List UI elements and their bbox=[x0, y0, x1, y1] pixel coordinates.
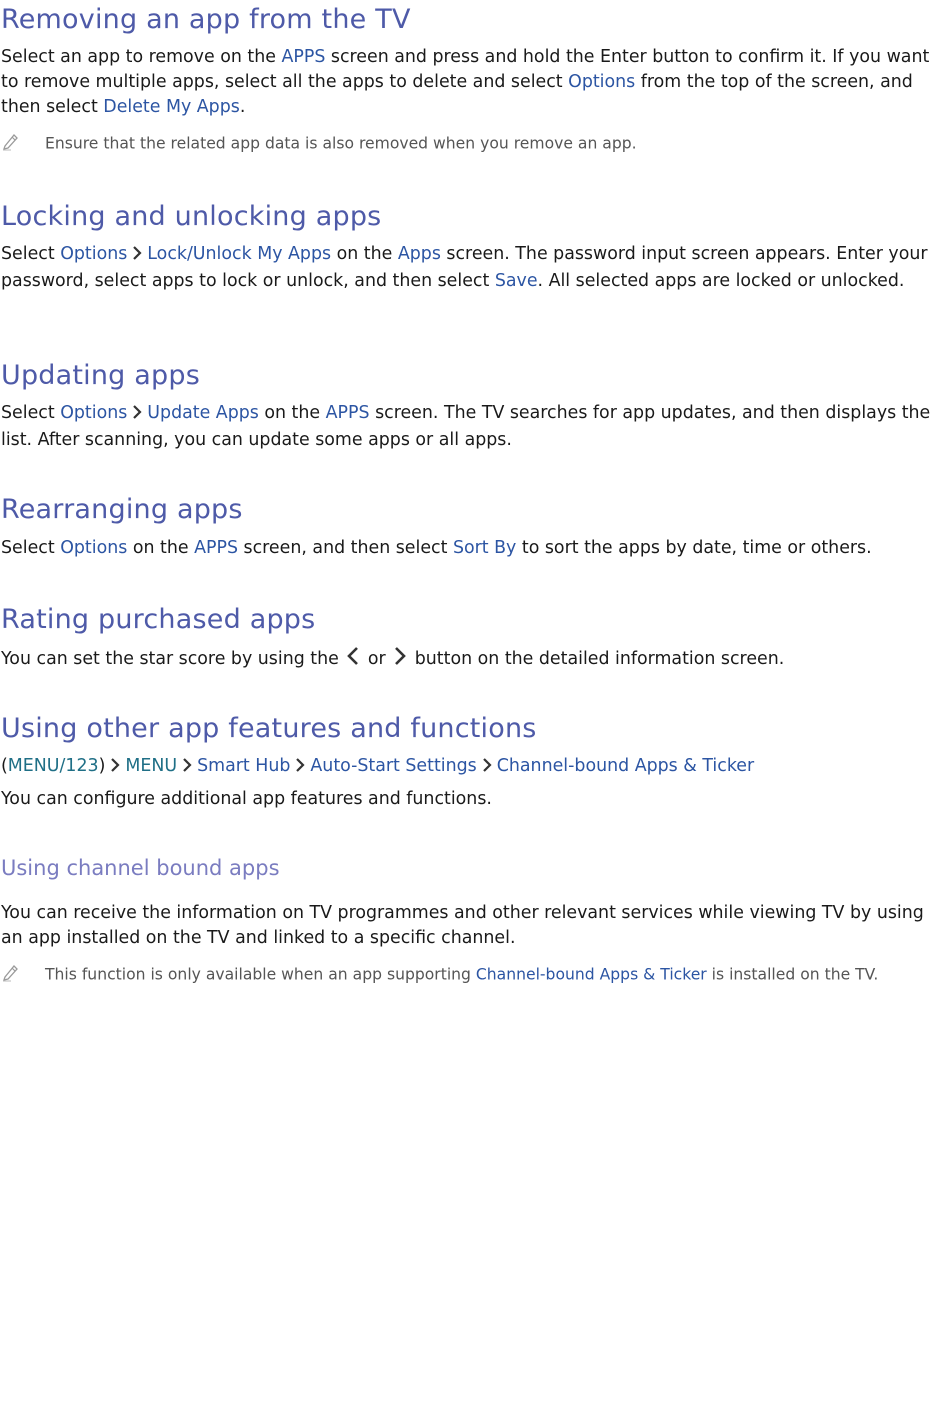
menu-link: MENU bbox=[125, 756, 178, 776]
apps-link: APPS bbox=[325, 403, 370, 423]
channel-bound-apps-link: Channel-bound Apps & Ticker bbox=[475, 965, 707, 984]
lock-apps-text: Select Options Lock/Unlock My Apps on the Apps screen. The password input screen appears. Enter your password, select apps to lock or unlock, and then select Save. All selected apps are locked or unlocked. bbox=[1, 244, 928, 291]
heading-channel-bound: Using channel bound apps bbox=[1, 856, 280, 880]
chevron-right-icon bbox=[393, 646, 407, 674]
delete-my-apps-link: Delete My Apps bbox=[103, 97, 240, 117]
save-link: Save bbox=[494, 271, 538, 291]
rearrange-apps-text: Select Options on the APPS screen, and then select Sort By to sort the apps by date, time or others. bbox=[1, 538, 872, 558]
pencil-note-icon bbox=[1, 131, 45, 157]
pencil-note-icon bbox=[1, 962, 45, 988]
options-link: Options bbox=[60, 403, 128, 423]
channel-bound-text: You can receive the information on TV programmes and other relevant services while viewing TV by using an app installed on the TV and linked to a specific channel. bbox=[1, 903, 924, 948]
chevron-left-icon bbox=[346, 646, 360, 674]
heading-update-apps: Updating apps bbox=[1, 360, 200, 391]
remove-app-note: Ensure that the related app data is also removed when you remove an app. bbox=[1, 131, 941, 157]
chevron-right-icon bbox=[109, 756, 121, 781]
auto-start-settings-link: Auto-Start Settings bbox=[310, 756, 477, 776]
channel-bound-apps-link: Channel-bound Apps & Ticker bbox=[496, 756, 755, 776]
sort-by-link: Sort By bbox=[452, 538, 517, 558]
chevron-right-icon bbox=[481, 756, 493, 781]
options-link: Options bbox=[60, 244, 128, 264]
smart-hub-link: Smart Hub bbox=[197, 756, 291, 776]
chevron-right-icon bbox=[181, 756, 193, 781]
heading-rating-apps: Rating purchased apps bbox=[1, 604, 316, 635]
other-features-text: You can configure additional app features and functions. bbox=[1, 789, 492, 809]
chevron-right-icon bbox=[131, 244, 143, 269]
chevron-right-icon bbox=[294, 756, 306, 781]
options-link: Options bbox=[60, 538, 128, 558]
menu-path: (MENU/123) MENU Smart Hub Auto-Start Settings Channel-bound Apps & Ticker bbox=[1, 754, 936, 781]
remove-app-text: Select an app to remove on the APPS screen and press and hold the Enter button to confirm it. If you want to remove multiple apps, select all the apps to delete and select Options from the top of the screen, and then select Delete My Apps. bbox=[1, 47, 930, 117]
heading-lock-apps: Locking and unlocking apps bbox=[1, 201, 382, 232]
channel-bound-note: This function is only available when an app supporting Channel-bound Apps & Ticker is installed on the TV. bbox=[1, 962, 941, 988]
menu-123-link: MENU/123 bbox=[7, 756, 99, 776]
update-apps-link: Update Apps bbox=[147, 403, 259, 423]
apps-link: Apps bbox=[397, 244, 441, 264]
heading-rearrange-apps: Rearranging apps bbox=[1, 494, 243, 525]
rating-apps-text: You can set the star score by using the or button on the detailed information screen. bbox=[1, 646, 936, 674]
update-apps-text: Select Options Update Apps on the APPS screen. The TV searches for app updates, and then displays the list. After scanning, you can update some apps or all apps. bbox=[1, 403, 931, 450]
lock-unlock-link: Lock/Unlock My Apps bbox=[147, 244, 332, 264]
apps-link: APPS bbox=[194, 538, 239, 558]
options-link: Options bbox=[568, 72, 636, 92]
heading-remove-app: Removing an app from the TV bbox=[1, 4, 411, 35]
apps-link: APPS bbox=[281, 47, 326, 67]
chevron-right-icon bbox=[131, 403, 143, 428]
heading-other-features: Using other app features and functions bbox=[1, 713, 537, 744]
